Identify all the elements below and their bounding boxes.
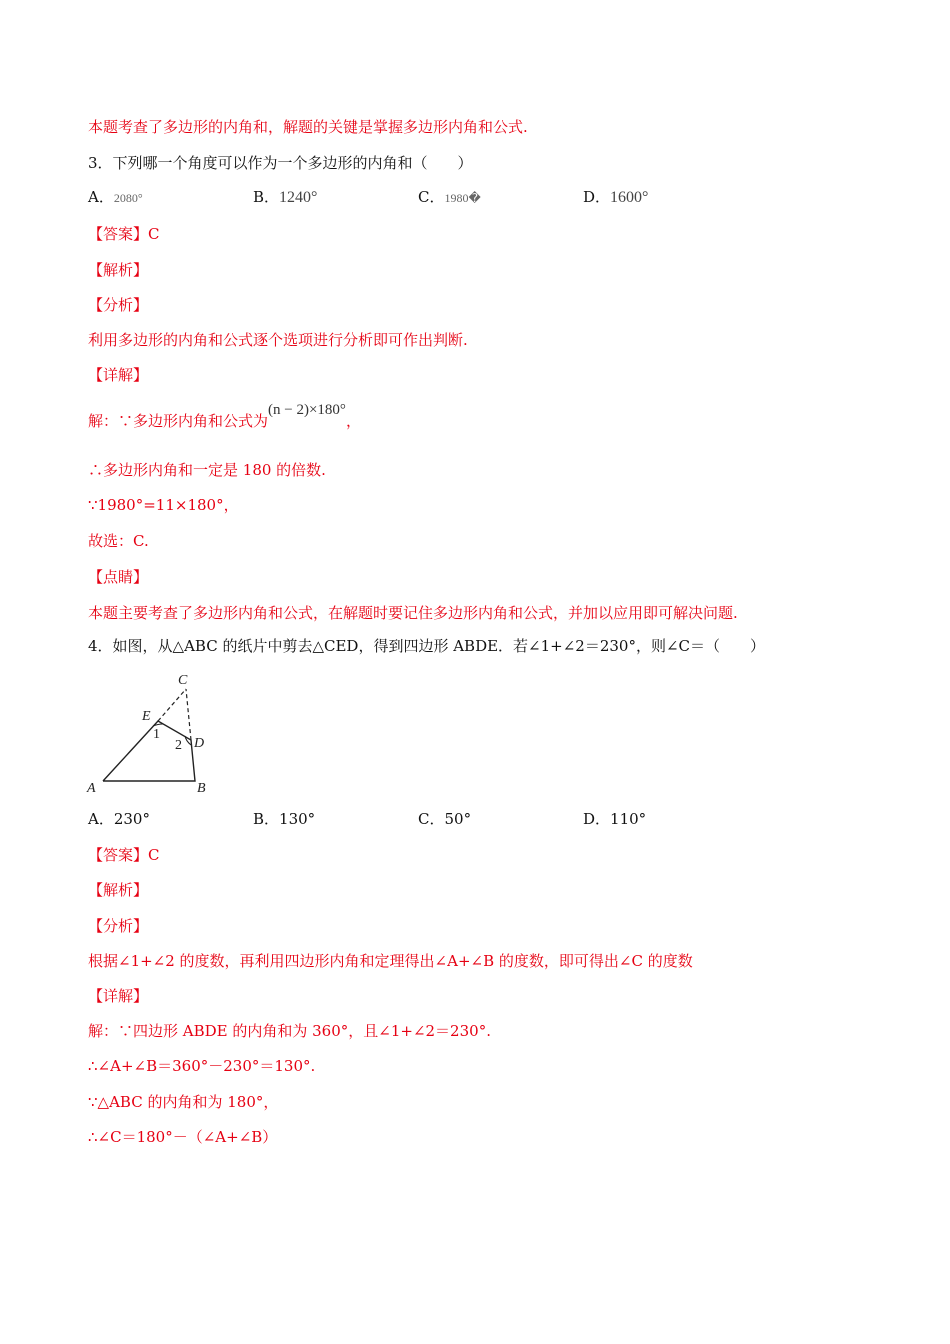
q4-detail-line-3: ∵△ABC 的内角和为 180°， <box>88 1093 279 1111</box>
q3-option-a <box>88 187 143 208</box>
q4-detail-line-2: ∴∠A+∠B＝360°－230°＝130°. <box>88 1057 316 1075</box>
q3-option-d <box>583 187 648 208</box>
q3-detail-line-1 <box>88 402 361 432</box>
triangle-figure <box>82 664 222 794</box>
q3-answer-tag: 【答案】C <box>88 225 160 243</box>
option-value: 1600° <box>610 189 649 206</box>
option-value: 2080° <box>113 191 143 205</box>
q4-detail-line-4: ∴∠C＝180°－（∠A+∠B） <box>88 1128 278 1146</box>
q3-comment-text: 本题主要考查了多边形内角和公式，在解题时要记住多边形内角和公式，并加以应用即可解决问题. <box>88 604 738 622</box>
label-c: C <box>178 673 188 688</box>
option-value: 50° <box>444 810 472 828</box>
label-angle-1: 1 <box>153 727 160 742</box>
q4-detail-line-1: 解：∵四边形 ABDE 的内角和为 360°，且∠1+∠2＝230°. <box>88 1022 491 1040</box>
option-label: C． <box>418 810 445 828</box>
q3-detail-line-3: ∵1980°=11×180°， <box>88 496 239 514</box>
question-3-stem: 3．下列哪一个角度可以作为一个多边形的内角和（ ） <box>88 154 473 172</box>
option-label: D． <box>583 188 611 206</box>
option-label: D． <box>583 810 611 828</box>
q3-detail-tag: 【详解】 <box>88 366 149 384</box>
previous-comment-text: 本题考查了多边形的内角和，解题的关键是掌握多边形内角和公式. <box>88 118 528 136</box>
dashed-ec <box>158 689 186 721</box>
q4-analysis-tag: 【解析】 <box>88 881 149 899</box>
option-label: B． <box>253 188 280 206</box>
label-angle-2: 2 <box>175 738 182 753</box>
q4-fenxi-text: 根据∠1+∠2 的度数，再利用四边形内角和定理得出∠A+∠B 的度数，即可得出∠C 的度数 <box>88 952 693 970</box>
angle-2-arc <box>185 736 191 745</box>
option-value: 110° <box>610 810 647 828</box>
option-label: A． <box>88 188 114 206</box>
option-label: C． <box>418 188 445 206</box>
q3-analysis-tag: 【解析】 <box>88 261 149 279</box>
option-value: 1980� <box>444 191 481 205</box>
question-4-stem: 4．如图，从△ABC 的纸片中剪去△CED，得到四边形 ABDE．若∠1+∠2＝230°，则∠C＝（ ） <box>88 637 766 655</box>
dashed-dc <box>186 689 191 740</box>
label-a: A <box>87 781 96 794</box>
label-e: E <box>142 709 151 724</box>
label-b: B <box>197 781 206 794</box>
q3-detail-line-4: 故选：C. <box>88 532 149 550</box>
option-label: A． <box>88 810 114 828</box>
label-d: D <box>194 736 205 751</box>
q3-option-c <box>418 187 481 208</box>
detail-prefix: 解：∵多边形内角和公式为 <box>88 412 269 430</box>
q3-option-b <box>253 187 317 208</box>
q4-option-b <box>253 809 315 829</box>
option-value: 130° <box>279 810 316 828</box>
q4-option-a <box>88 809 150 829</box>
q3-fenxi-tag: 【分析】 <box>88 296 149 314</box>
q4-option-d <box>583 809 646 829</box>
q4-fenxi-tag: 【分析】 <box>88 917 149 935</box>
q3-comment-tag: 【点睛】 <box>88 568 149 586</box>
option-label: B． <box>253 810 280 828</box>
option-value: 1240° <box>279 189 318 206</box>
q4-option-c <box>418 809 471 829</box>
option-value: 230° <box>113 810 150 828</box>
polygon-angle-formula: (n − 2)×180° <box>268 402 346 418</box>
detail-suffix: ， <box>345 412 361 430</box>
q3-detail-line-2: ∴多边形内角和一定是 180 的倍数. <box>88 461 326 479</box>
q4-detail-tag: 【详解】 <box>88 987 149 1005</box>
q4-answer-tag: 【答案】C <box>88 846 160 864</box>
q3-fenxi-text: 利用多边形的内角和公式逐个选项进行分析即可作出判断. <box>88 331 468 349</box>
